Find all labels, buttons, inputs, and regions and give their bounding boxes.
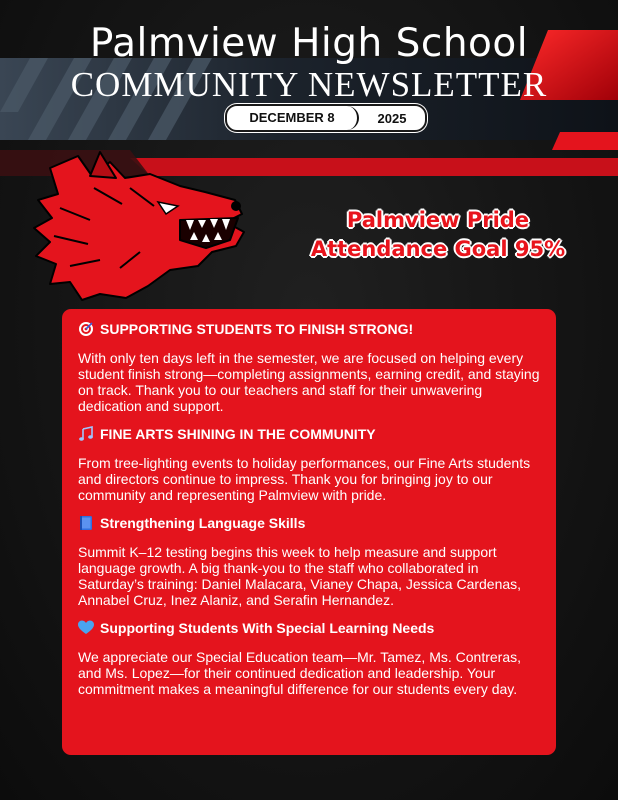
section-title: SUPPORTING STUDENTS TO FINISH STRONG! xyxy=(100,321,414,337)
date-month-day: DECEMBER 8 xyxy=(227,106,359,130)
section-special-needs xyxy=(78,618,540,697)
attendance-goal-banner xyxy=(268,206,608,264)
newsletter-content-box xyxy=(62,309,556,755)
banner-line-1: Palmview Pride xyxy=(346,208,530,232)
section-body: We appreciate our Special Education team—Mr. Tamez, Ms. Contreras, and Ms. Lopez—for their continued dedication and leadership. Your commitment makes a meaningful difference for our students every day. xyxy=(78,649,522,697)
date-badge xyxy=(225,104,427,132)
section-language-skills xyxy=(78,513,540,608)
banner-line-2: Attendance Goal 95% xyxy=(310,237,566,261)
book-icon xyxy=(78,515,94,531)
school-name: Palmview High School xyxy=(89,21,529,66)
section-heading xyxy=(78,424,540,444)
section-heading xyxy=(78,618,540,638)
section-finish-strong xyxy=(78,319,540,414)
blue-heart-icon xyxy=(78,620,94,636)
section-body: From tree-lighting events to holiday performances, our Fine Arts students and directors continue to impress. Thank you for bringing joy to our community and representing Palmview with pride. xyxy=(78,455,531,503)
section-body: With only ten days left in the semester, we are focused on helping every student finish strong—completing assignments, earning credit, and staying on track. Thank you to our teachers and staff for their unwavering dedication and support. xyxy=(78,350,540,414)
section-heading xyxy=(78,513,540,533)
section-title: FINE ARTS SHINING IN THE COMMUNITY xyxy=(100,426,376,442)
newsletter-title: COMMUNITY NEWSLETTER xyxy=(70,65,548,104)
section-heading xyxy=(78,319,540,339)
section-fine-arts xyxy=(78,424,540,503)
date-year: 2025 xyxy=(377,110,407,126)
section-title: Supporting Students With Special Learning Needs xyxy=(100,620,435,636)
section-title: Strengthening Language Skills xyxy=(100,515,306,531)
section-body: Summit K–12 testing begins this week to help measure and support language growth. A big thank-you to the staff who collaborated in Saturday’s training: Daniel Malacara, Vianey Chapa, Jessica Cardenas, Annabel Cruz, Inez Alaniz, and Serafin Hernandez. xyxy=(78,544,522,608)
music-notes-icon xyxy=(78,426,94,442)
wolf-mascot-logo xyxy=(30,148,255,308)
target-icon xyxy=(78,321,94,337)
